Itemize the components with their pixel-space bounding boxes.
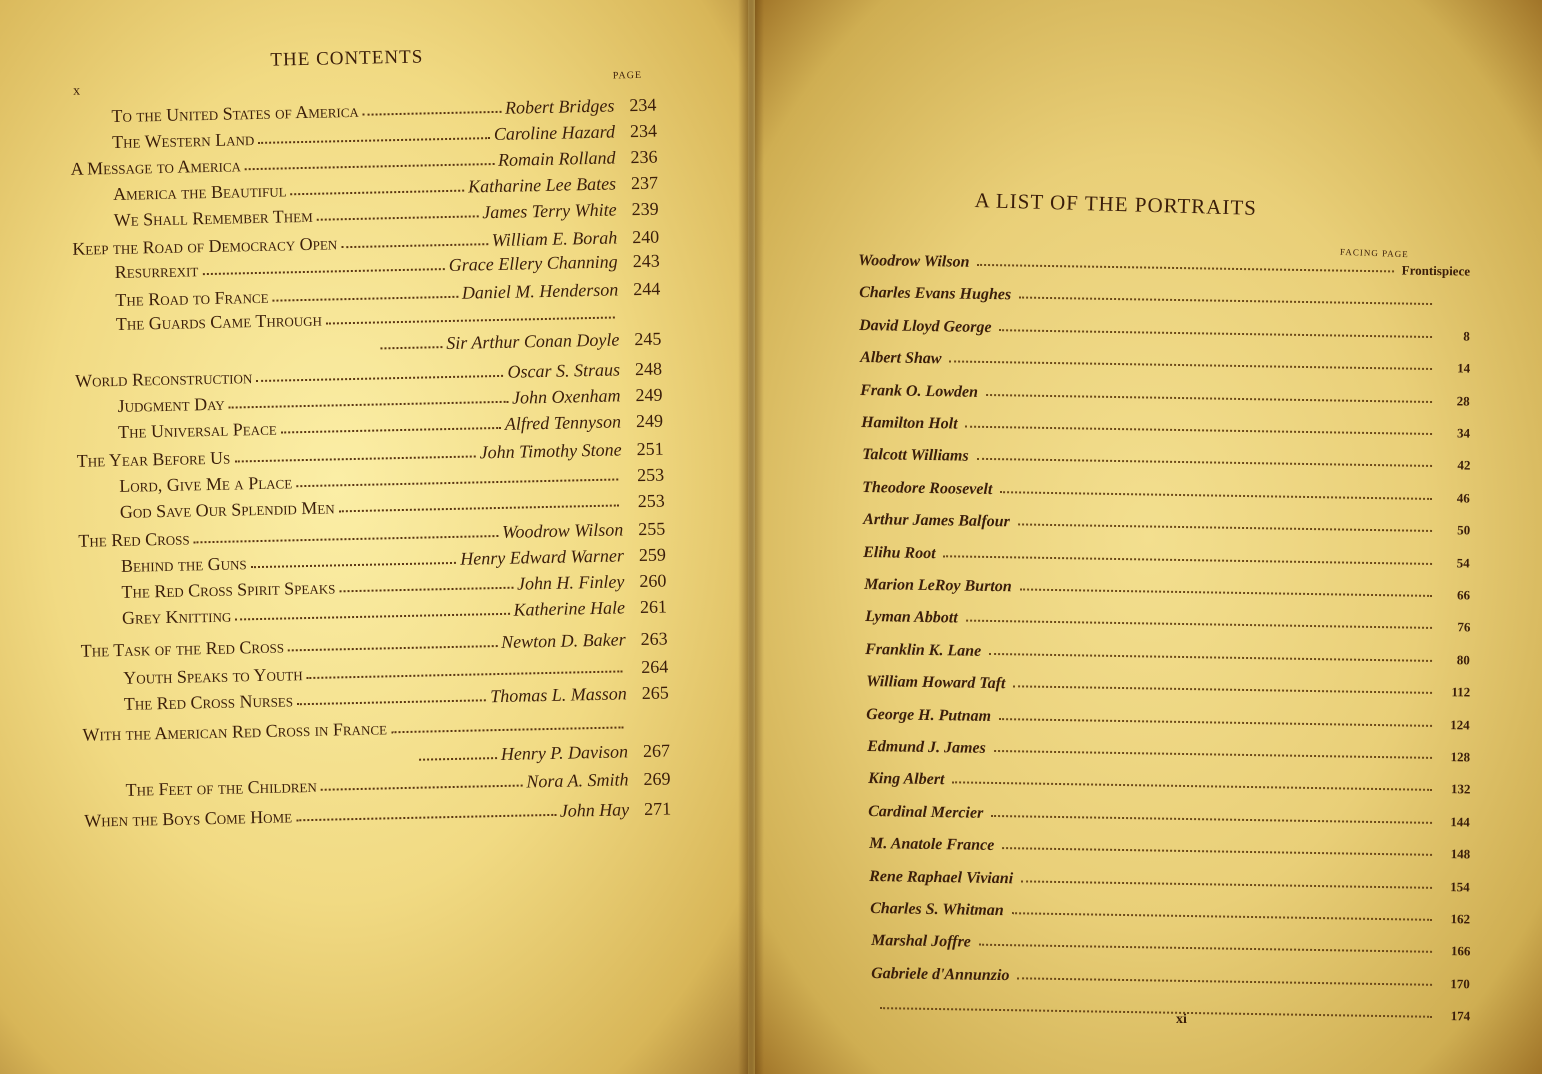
entry-title: With the American Red Cross in France [82, 718, 388, 745]
portrait-page-number: 174 [1450, 1008, 1471, 1024]
entry-title: The Task of the Red Cross [80, 636, 285, 661]
portrait-name: Rene Raphael Viviani [869, 867, 1014, 887]
entry-author: Woodrow Wilson [501, 519, 624, 542]
portrait-page-number: 166 [1450, 943, 1471, 959]
entry-author: Katharine Lee Bates [467, 173, 617, 197]
portrait-page-number: 132 [1450, 781, 1471, 797]
entry-author: Katherine Hale [513, 597, 626, 620]
portrait-page-number: 144 [1450, 813, 1471, 830]
dot-leader [949, 361, 1432, 371]
dot-leader [1018, 977, 1433, 986]
dot-leader [966, 426, 1433, 435]
dot-leader [1012, 912, 1432, 921]
dot-leader [291, 190, 465, 196]
dot-leader [1020, 588, 1432, 596]
entry-author: Henry P. Davison [500, 741, 629, 764]
portrait-page-number: 46 [1456, 490, 1471, 506]
dot-leader [976, 458, 1432, 467]
dot-leader [1002, 847, 1432, 856]
dot-leader [258, 137, 490, 144]
entry-page-number: 244 [633, 278, 661, 300]
dot-leader [296, 814, 556, 821]
dot-leader [391, 726, 623, 733]
portrait-page-number: 76 [1456, 619, 1471, 635]
portrait-page-number: 154 [1450, 878, 1471, 895]
facing-page-header: FACING PAGE [1339, 246, 1409, 260]
entry-author: Daniel M. Henderson [461, 279, 619, 303]
dot-leader [326, 317, 615, 325]
entry-title: America the Beautiful [112, 180, 287, 204]
dot-leader [363, 111, 501, 116]
dot-leader [341, 243, 488, 248]
entry-title: World Reconstruction [74, 367, 253, 391]
portrait-page-number: 42 [1456, 457, 1471, 473]
portrait-page-number: Frontispiece [1401, 262, 1471, 279]
dot-leader [194, 535, 499, 543]
entry-title: The Year Before Us [76, 447, 231, 471]
entry-title: The Guards Came Through [115, 309, 323, 334]
dot-leader [1021, 880, 1432, 888]
entry-page-number: 245 [634, 328, 662, 350]
entry-title: Youth Speaks to Youth [123, 664, 303, 688]
dot-leader [1019, 297, 1432, 305]
portrait-page-number: 54 [1456, 554, 1471, 571]
entry-page-number: 255 [638, 518, 666, 540]
entry-page-number: 253 [636, 464, 665, 486]
right-page-folio: xi [1176, 1012, 1187, 1027]
portrait-page-number: 162 [1450, 911, 1471, 927]
entry-page-number: 240 [631, 226, 660, 248]
dot-leader [339, 504, 619, 512]
portrait-name: Charles Evans Hughes [858, 284, 1011, 304]
entry-page-number: 269 [643, 768, 671, 790]
entry-title: We Shall Remember Them [113, 205, 313, 230]
contents-section [40, 34, 677, 847]
entry-page-number: 239 [631, 198, 659, 220]
portrait-name: Marshal Joffre [870, 932, 971, 951]
entry-author: James Terry White [482, 199, 617, 223]
entry-author: Thomas L. Masson [490, 683, 627, 707]
portraits-title: A LIST OF THE PORTRAITS [974, 188, 1258, 220]
entry-author: John Oxenham [511, 385, 621, 408]
entry-author: Grace Ellery Channing [448, 251, 618, 275]
entry-page-number: 253 [637, 490, 665, 512]
dot-leader [999, 718, 1432, 727]
entry-page-number: 267 [642, 740, 671, 762]
dot-leader [978, 944, 1432, 953]
entry-author: Caroline Hazard [493, 121, 616, 145]
entry-title: Keep the Road of Democracy Open [72, 233, 338, 259]
entry-page-number: 265 [641, 682, 669, 704]
book-gutter [738, 0, 764, 1074]
entry-title: The Universal Peace [117, 418, 277, 442]
entry-author: Romain Rolland [497, 147, 616, 170]
entry-page-number: 237 [630, 172, 659, 194]
page-column-header: PAGE [612, 69, 643, 82]
entry-author: John Hay [559, 799, 630, 821]
portrait-name: Frank O. Lowden [860, 381, 979, 401]
entry-page-number: 249 [635, 410, 664, 432]
dot-leader [256, 375, 503, 382]
entry-title: The Road to France [115, 286, 269, 310]
portrait-name: David Lloyd George [859, 316, 992, 336]
entry-author: Alfred Tennyson [504, 411, 622, 434]
portrait-page-number: 112 [1451, 684, 1471, 700]
entry-title: Behind the Guns [120, 553, 247, 576]
portrait-page-number: 14 [1456, 360, 1471, 376]
entry-title: Grey Knitting [121, 605, 232, 628]
entry-title: Resurrexit [114, 260, 199, 282]
dot-leader [419, 757, 497, 761]
entry-author: Newton D. Baker [500, 629, 626, 652]
dot-leader [229, 401, 508, 409]
dot-leader [1018, 524, 1432, 533]
portrait-name: Lyman Abbott [864, 608, 958, 627]
dot-leader [991, 815, 1432, 824]
entry-author: Nora A. Smith [526, 769, 629, 792]
dot-leader [251, 562, 457, 568]
entry-author: Sir Arthur Conan Doyle [445, 329, 620, 354]
entry-page-number: 264 [640, 656, 669, 678]
portrait-page-number: 80 [1456, 652, 1471, 668]
entry-author: Oscar S. Straus [507, 359, 621, 382]
dot-leader [235, 613, 509, 621]
entry-page-number: 248 [634, 358, 663, 380]
dot-leader [977, 264, 1393, 273]
portrait-name: Charles S. Whitman [870, 900, 1004, 920]
entry-title: A Message to America [70, 155, 242, 179]
entry-title: God Save Our Splendid Men [119, 497, 335, 522]
portrait-page-number: 170 [1450, 975, 1471, 992]
dot-leader [965, 620, 1432, 629]
portrait-name: Arthur James Balfour [862, 511, 1010, 531]
portrait-name: Franklin K. Lane [865, 640, 982, 660]
dot-leader [307, 670, 623, 679]
portrait-page-number: 50 [1456, 522, 1471, 538]
portrait-page-number: 8 [1463, 328, 1471, 344]
portrait-name: William Howard Taft [865, 673, 1006, 693]
left-page-folio: x [72, 83, 81, 99]
portrait-page-number: 66 [1456, 587, 1471, 603]
entry-author: Henry Edward Warner [460, 545, 625, 569]
dot-leader [321, 785, 523, 791]
dot-leader [288, 645, 497, 651]
entry-page-number: 261 [639, 596, 668, 618]
portrait-name: Marion LeRoy Burton [864, 576, 1012, 596]
portrait-name: Hamilton Holt [861, 414, 958, 433]
entry-title: The Red Cross Spirit Speaks [121, 577, 336, 602]
dot-leader [339, 587, 513, 593]
entry-page-number: 234 [629, 120, 658, 142]
portrait-name: Cardinal Mercier [868, 802, 984, 822]
entry-page-number: 259 [638, 544, 667, 566]
entry-title: Judgment Day [117, 393, 225, 416]
dot-leader [1000, 491, 1432, 500]
portrait-page-number: 128 [1450, 749, 1471, 765]
entry-title: When the Boys Come Home [84, 806, 293, 831]
entry-author: William E. Borah [491, 227, 618, 251]
entry-page-number: 236 [630, 146, 658, 168]
dot-leader [994, 750, 1432, 759]
portrait-name: Woodrow Wilson [858, 252, 970, 271]
portrait-page-number: 28 [1456, 392, 1471, 409]
dot-leader [317, 215, 479, 220]
portrait-name: George H. Putnam [866, 705, 992, 725]
entry-page-number: 251 [636, 438, 664, 460]
portrait-name: Albert Shaw [859, 349, 942, 368]
contents-title: THE CONTENTS [270, 46, 424, 71]
portrait-name: Theodore Roosevelt [862, 478, 993, 498]
entry-page-number: 263 [640, 628, 668, 650]
entry-title: The Western Land [111, 129, 255, 153]
entry-page-number: 243 [632, 250, 660, 272]
dot-leader [1013, 686, 1432, 695]
portrait-page-number: 124 [1450, 716, 1471, 733]
dot-leader [986, 394, 1432, 403]
portrait-name: King Albert [867, 770, 945, 789]
entry-page-number [628, 733, 670, 734]
dot-leader [1000, 329, 1432, 338]
dot-leader [944, 555, 1432, 565]
dot-leader [234, 455, 475, 462]
dot-leader [297, 699, 486, 705]
dot-leader [245, 163, 494, 170]
dot-leader [952, 782, 1432, 792]
entry-page-number: 271 [643, 798, 672, 820]
dot-leader [202, 268, 444, 275]
portrait-name: Gabriele d'Annunzio [871, 964, 1010, 984]
entry-title: The Red Cross Nurses [123, 690, 294, 714]
dot-leader [273, 296, 458, 302]
dot-leader [296, 478, 618, 487]
entry-page-number: 234 [629, 94, 657, 116]
portrait-name: Elihu Root [863, 543, 937, 562]
portrait-name: Talcott Williams [861, 446, 969, 466]
portrait-page-number: 34 [1456, 425, 1471, 441]
dot-leader [989, 653, 1432, 662]
entry-author: Robert Bridges [504, 95, 615, 118]
entry-page-number: 249 [635, 384, 663, 406]
entry-author: John H. Finley [516, 571, 625, 594]
entry-title: Lord, Give Me a Place [119, 472, 293, 496]
entry-title: The Red Cross [78, 528, 190, 551]
portrait-page-number: 148 [1450, 846, 1471, 862]
dot-leader [880, 1007, 1432, 1018]
dot-leader [380, 346, 442, 349]
entry-author: John Timothy Stone [479, 439, 622, 463]
entry-title: To the United States of America [111, 100, 359, 127]
entry-title: The Feet of the Children [125, 775, 317, 800]
entry-page-number: 260 [639, 570, 667, 592]
portrait-name: M. Anatole France [868, 835, 995, 855]
dot-leader [281, 427, 501, 434]
portrait-name: Edmund J. James [867, 738, 986, 757]
